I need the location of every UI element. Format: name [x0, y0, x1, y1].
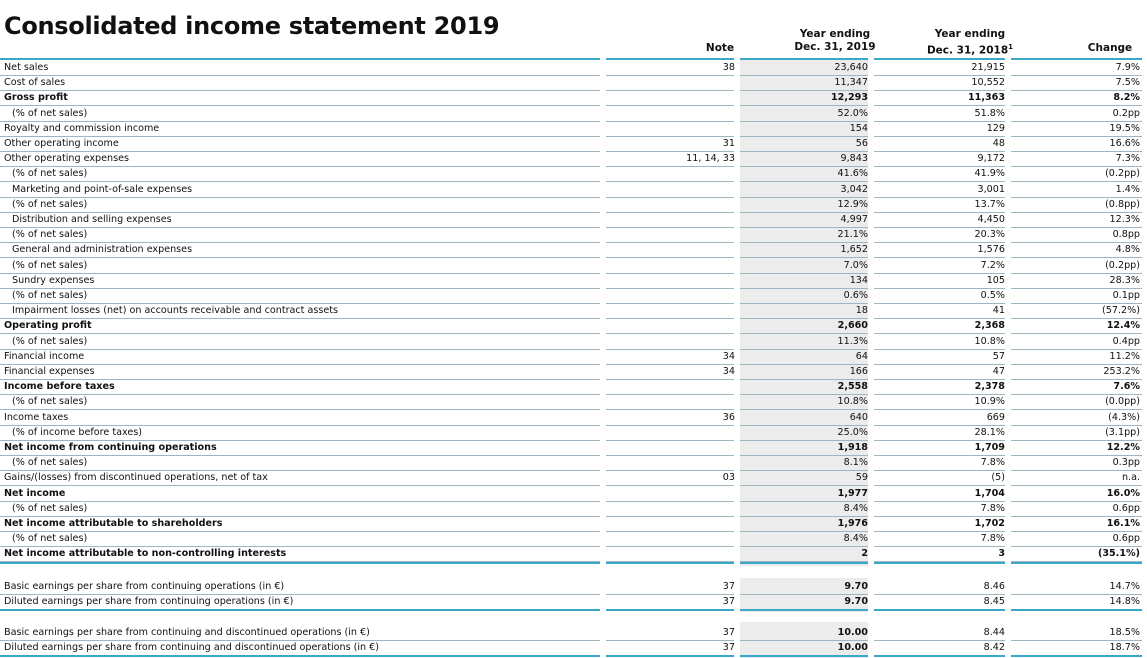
table-row [0, 410, 1147, 425]
row-label: Marketing and point-of-sale expenses [12, 183, 193, 195]
table-row [0, 364, 1147, 379]
value-2019-cell: 2,660 [837, 320, 868, 332]
value-2018-cell: 21,915 [971, 62, 1005, 73]
table-row [0, 425, 1147, 440]
table-row [0, 273, 1147, 288]
value-2019-cell: 0.6% [843, 290, 868, 301]
section-rule [0, 609, 600, 611]
table-row [0, 470, 1147, 485]
row-label: (% of net sales) [12, 259, 88, 271]
row-label: Financial expenses [4, 366, 95, 377]
change-header: Change [1087, 42, 1133, 54]
change-cell: 14.8% [1109, 596, 1140, 608]
change-cell: 1.4% [1115, 183, 1140, 195]
value-2019-cell: 9.70 [844, 581, 868, 592]
table-row [0, 182, 1147, 197]
row-label: Diluted earnings per share from continuing operations (in €) [4, 596, 294, 608]
table-row [0, 227, 1147, 242]
value-2019-cell: 12,293 [830, 92, 868, 104]
value-2019-cell: 4,997 [840, 214, 868, 225]
value-2019-cell: 12.9% [837, 198, 868, 210]
value-2019-cell: 9,843 [840, 153, 868, 165]
change-cell: 0.1pp [1112, 290, 1140, 301]
table-row [0, 440, 1147, 455]
value-2019-cell: 64 [855, 350, 868, 362]
value-2019-cell: 10.8% [837, 396, 868, 408]
row-label: Cost of sales [4, 77, 66, 89]
value-2019-cell: 2,558 [837, 381, 868, 393]
change-cell: 0.3pp [1112, 457, 1140, 469]
change-cell: (0.2pp) [1105, 259, 1140, 271]
value-2018-cell: 11,363 [967, 92, 1005, 104]
value-2019-cell: 166 [849, 366, 868, 377]
row-label: Income taxes [4, 411, 69, 423]
value-2018-cell: 41.9% [974, 168, 1005, 180]
row-label: Net income from continuing operations [4, 442, 217, 453]
value-2019-cell: 25.0% [837, 426, 868, 438]
value-2019-cell: 1,652 [840, 244, 868, 256]
change-cell: (57.2%) [1102, 305, 1140, 317]
table-row [0, 334, 1147, 349]
change-cell: 12.4% [1106, 320, 1140, 332]
value-2019-cell: 11.3% [837, 335, 868, 347]
section-rule [874, 609, 1005, 611]
value-2018-cell: 7.8% [980, 457, 1005, 469]
table-row [0, 486, 1147, 501]
row-label: General and administration expenses [12, 244, 193, 256]
table-row [0, 501, 1147, 516]
change-cell: 12.2% [1106, 442, 1140, 453]
table-row [0, 379, 1147, 394]
value-2019-cell: 21.1% [837, 229, 868, 241]
row-label: Income before taxes [4, 381, 115, 393]
value-2018-cell: 7.8% [980, 533, 1005, 545]
value-2018-cell: 13.7% [974, 198, 1005, 210]
section-rule [606, 609, 734, 611]
change-cell: 18.5% [1109, 627, 1140, 638]
value-2019-cell: 18 [855, 305, 868, 317]
change-cell: 7.6% [1113, 381, 1140, 393]
value-2018-cell: 20.3% [974, 229, 1005, 241]
note-cell: 37 [722, 642, 735, 654]
value-2018-cell: 28.1% [974, 426, 1005, 438]
change-cell: (0.0pp) [1105, 396, 1140, 408]
value-2018-cell: 7.8% [980, 502, 1005, 514]
value-2019-cell: 1,976 [837, 518, 868, 529]
section-rule [0, 562, 600, 564]
section-rule [606, 655, 734, 657]
value-2018-cell: 8.45 [983, 596, 1005, 608]
value-2018-cell: 2,368 [974, 320, 1005, 332]
table-row [0, 394, 1147, 409]
table-row [0, 640, 1147, 655]
section-rule [740, 562, 868, 564]
row-label: Basic earnings per share from continuing operations (in €) [4, 581, 285, 592]
section-rule [1011, 655, 1142, 657]
row-label: (% of net sales) [12, 396, 88, 408]
value-2018-cell: 669 [986, 411, 1005, 423]
change-cell: (3.1pp) [1105, 426, 1140, 438]
section-rule [1011, 609, 1142, 611]
value-2019-cell: 1,977 [837, 487, 868, 499]
table-row [0, 75, 1147, 90]
row-label: (% of net sales) [12, 198, 88, 210]
value-2019-cell: 2 [861, 548, 868, 560]
table-row [0, 60, 1147, 75]
row-label: Net income [4, 487, 66, 499]
table-row [0, 594, 1147, 609]
note-cell: 31 [722, 138, 735, 149]
row-label: (% of net sales) [12, 533, 88, 545]
year-2019-header: Year ending Dec. 31, 2019 [794, 28, 876, 53]
change-cell: 14.7% [1109, 581, 1140, 592]
value-2019-cell: 9.70 [844, 596, 868, 608]
table-row [0, 258, 1147, 273]
note-cell: 34 [722, 366, 735, 377]
row-label: (% of net sales) [12, 290, 88, 301]
page-title: Consolidated income statement 2019 [4, 12, 500, 40]
note-cell: 38 [722, 62, 735, 73]
table-row [0, 121, 1147, 136]
value-2018-cell: 57 [992, 350, 1005, 362]
value-2018-cell: 9,172 [977, 153, 1005, 165]
value-2018-cell: 3 [998, 548, 1005, 560]
value-2018-cell: 1,704 [974, 487, 1005, 499]
change-cell: 0.4pp [1112, 335, 1140, 347]
row-label: Impairment losses (net) on accounts receivable and contract assets [12, 305, 339, 317]
change-cell: 8.2% [1113, 92, 1140, 104]
section-rule [874, 655, 1005, 657]
note-cell: 37 [722, 627, 735, 638]
value-2019-cell: 154 [849, 122, 868, 134]
value-2018-cell: 8.44 [983, 627, 1005, 638]
row-label: Sundry expenses [12, 274, 95, 286]
value-2018-cell: 51.8% [974, 107, 1005, 119]
value-2018-cell: 7.2% [980, 259, 1005, 271]
section-rule [0, 655, 600, 657]
row-label: Basic earnings per share from continuing and discontinued operations (in €) [4, 627, 370, 638]
row-label: Royalty and commission income [4, 122, 160, 134]
year-2018-header: Year ending Dec. 31, 2018$^1$ [926, 28, 1014, 57]
change-cell: 0.6pp [1112, 533, 1140, 545]
row-label: (% of net sales) [12, 168, 88, 180]
row-label: (% of net sales) [12, 502, 88, 514]
change-cell: (35.1%) [1097, 548, 1140, 560]
table-row [0, 106, 1147, 121]
value-2018-cell: 0.5% [980, 290, 1005, 301]
table-row [0, 212, 1147, 227]
value-2019-cell: 23,640 [834, 62, 868, 73]
note-header: Note [705, 42, 735, 54]
note-cell: 37 [722, 581, 735, 592]
value-2019-cell: 1,918 [837, 442, 868, 453]
value-2018-cell: 4,450 [977, 214, 1005, 225]
change-cell: 19.5% [1109, 122, 1140, 134]
change-cell: (0.8pp) [1105, 198, 1140, 210]
change-cell: n.a. [1121, 472, 1140, 484]
row-label: Financial income [4, 350, 85, 362]
change-cell: 28.3% [1109, 274, 1140, 286]
section-rule [740, 655, 868, 657]
section-rule [740, 609, 868, 611]
table-row [0, 579, 1147, 594]
row-label: (% of net sales) [12, 457, 88, 469]
value-2019-cell: 3,042 [840, 183, 868, 195]
change-cell: 0.8pp [1112, 229, 1140, 241]
table-row [0, 166, 1147, 181]
row-label: Other operating income [4, 138, 119, 149]
table-row [0, 136, 1147, 151]
value-2018-cell: 47 [992, 366, 1005, 377]
value-2019-cell: 56 [855, 138, 868, 149]
note-cell: 03 [722, 472, 735, 484]
note-cell: 11, 14, 33 [686, 153, 735, 165]
row-label: Other operating expenses [4, 153, 130, 165]
table-row [0, 197, 1147, 212]
section-rule [606, 562, 734, 564]
change-cell: 16.6% [1109, 138, 1140, 149]
value-2018-cell: 129 [986, 122, 1005, 134]
table-row [0, 318, 1147, 333]
row-label: (% of net sales) [12, 229, 88, 241]
row-label: Gross profit [4, 92, 68, 104]
value-2019-cell: 640 [849, 411, 868, 423]
value-2018-cell: 105 [986, 274, 1005, 286]
row-label: Distribution and selling expenses [12, 214, 172, 225]
table-row [0, 288, 1147, 303]
change-cell: 11.2% [1109, 350, 1140, 362]
change-cell: 4.8% [1115, 244, 1140, 256]
row-label: Net sales [4, 62, 49, 73]
value-2019-cell: 8.1% [843, 457, 868, 469]
value-2018-cell: 41 [992, 305, 1005, 317]
change-cell: 7.5% [1115, 77, 1140, 89]
table-row [0, 349, 1147, 364]
table-row [0, 516, 1147, 531]
change-cell: (0.2pp) [1105, 168, 1140, 180]
table-row [0, 531, 1147, 546]
value-2019-cell: 8.4% [843, 502, 868, 514]
value-2018-cell: 10,552 [971, 77, 1005, 89]
change-cell: 16.1% [1106, 518, 1140, 529]
table-row [0, 303, 1147, 318]
row-label: (% of net sales) [12, 335, 88, 347]
value-2018-cell: 2,378 [974, 381, 1005, 393]
value-2019-cell: 10.00 [837, 642, 868, 654]
row-label: Diluted earnings per share from continuing and discontinued operations (in €) [4, 642, 380, 654]
note-cell: 34 [722, 350, 735, 362]
value-2018-cell: 8.42 [983, 642, 1005, 654]
value-2018-cell: 48 [992, 138, 1005, 149]
row-label: Gains/(losses) from discontinued operations, net of tax [4, 472, 268, 484]
value-2019-cell: 59 [855, 472, 868, 484]
table-row [0, 546, 1147, 561]
value-2018-cell: (5) [991, 472, 1005, 484]
value-2019-cell: 11,347 [834, 77, 868, 89]
footnote-marker: 1 [1008, 43, 1014, 51]
value-2018-cell: 10.8% [974, 335, 1005, 347]
value-2018-cell: 1,709 [974, 442, 1005, 453]
table-row [0, 151, 1147, 166]
value-2018-cell: 1,576 [977, 244, 1005, 256]
change-cell: 0.6pp [1112, 502, 1140, 514]
row-label: Net income attributable to shareholders [4, 518, 223, 529]
value-2018-cell: 10.9% [974, 396, 1005, 408]
value-2019-cell: 52.0% [837, 107, 868, 119]
value-2018-cell: 1,702 [974, 518, 1005, 529]
change-cell: 12.3% [1109, 214, 1140, 225]
change-cell: 7.3% [1115, 153, 1140, 165]
change-cell: 7.9% [1115, 62, 1140, 73]
row-label: (% of income before taxes) [12, 426, 142, 438]
section-rule [874, 562, 1005, 564]
change-cell: 18.7% [1109, 642, 1140, 654]
change-cell: 253.2% [1103, 366, 1140, 377]
table-row [0, 242, 1147, 257]
value-2019-cell: 41.6% [837, 168, 868, 180]
change-cell: (4.3%) [1108, 411, 1140, 423]
value-2018-cell: 8.46 [983, 581, 1005, 592]
note-cell: 36 [722, 411, 735, 423]
value-2019-cell: 8.4% [843, 533, 868, 545]
row-label: Operating profit [4, 320, 92, 332]
row-label: (% of net sales) [12, 107, 88, 119]
value-2019-cell: 10.00 [837, 627, 868, 638]
table-row [0, 455, 1147, 470]
table-row [0, 625, 1147, 640]
change-cell: 0.2pp [1112, 107, 1140, 119]
table-row [0, 90, 1147, 105]
row-label: Net income attributable to non-controlling interests [4, 548, 287, 560]
value-2018-cell: 3,001 [977, 183, 1005, 195]
note-cell: 37 [722, 596, 735, 608]
change-cell: 16.0% [1106, 487, 1140, 499]
section-rule [1011, 562, 1142, 564]
value-2019-cell: 7.0% [843, 259, 868, 271]
value-2019-cell: 134 [849, 274, 868, 286]
